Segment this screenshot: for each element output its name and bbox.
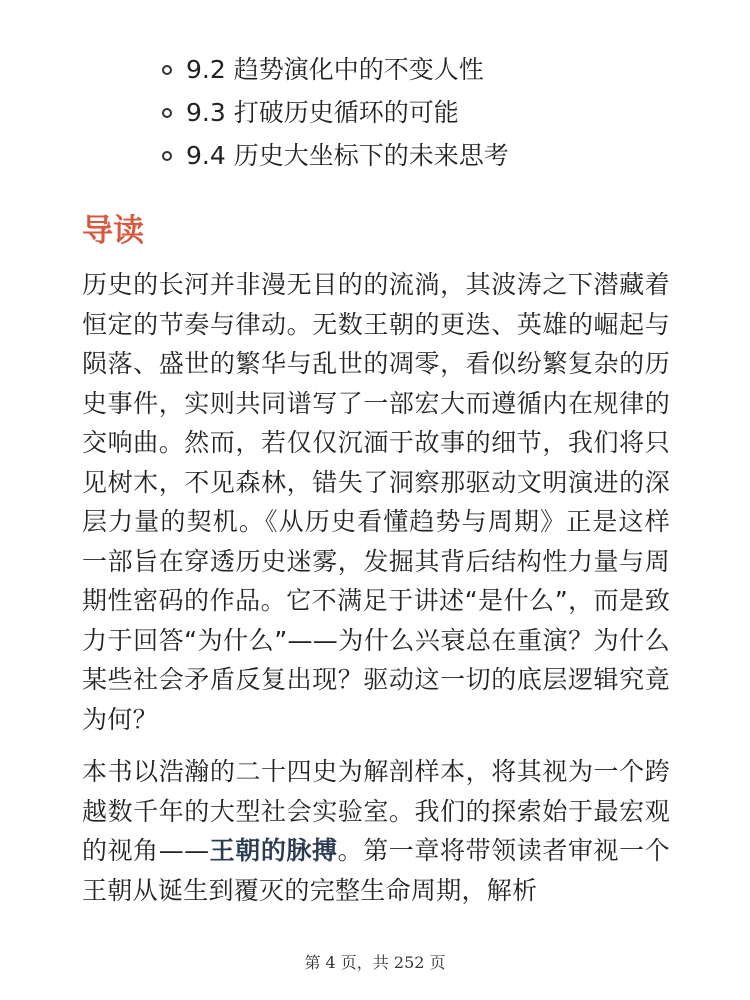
bold-term: 王朝的脉搏 <box>209 836 338 865</box>
toc-item[interactable] <box>162 91 509 134</box>
paragraph-text: 。第一章将带领读者审视一个王朝从诞生到覆灭的完整生命周期，解析 <box>82 836 670 905</box>
circle-bullet-icon <box>162 108 172 118</box>
paragraph-text: 本书以浩瀚的二十四史为解剖样本，将其视为一个跨越数千年的大型社会实验室。我们的探索始于最宏观的视角—— <box>82 757 670 865</box>
section-heading: 导读 <box>82 213 144 249</box>
section-body <box>82 265 670 910</box>
body-paragraph <box>82 752 670 910</box>
page-number-footer: 第 4 页，共 252 页 <box>304 953 446 972</box>
circle-bullet-icon <box>162 65 172 75</box>
table-of-contents-list <box>162 48 509 177</box>
toc-item[interactable] <box>162 134 509 177</box>
toc-item-label: 9.4 历史大坐标下的未来思考 <box>186 141 509 170</box>
body-paragraph: 历史的长河并非漫无目的的流淌，其波涛之下潜藏着恒定的节奏与律动。无数王朝的更迭、英雄的崛起与陨落、盛世的繁华与乱世的凋零，看似纷繁复杂的历史事件，实则共同谱写了一部宏大而遵循内在规律的交响曲。然而，若仅仅沉湎于故事的细节，我们将只见树木，不见森林，错失了洞察那驱动文明演进的深层力量的契机。《从历史看懂趋势与周期》正是这样一部旨在穿透历史迷雾，发掘其背后结构性力量与周期性密码的作品。它不满足于讲述“是什么”，而是致力于回答“为什么”——为什么兴衰总在重演？为什么某些社会矛盾反复出现？驱动这一切的底层逻辑究竟为何？ <box>82 270 670 734</box>
toc-item-label: 9.2 趋势演化中的不变人性 <box>186 55 484 84</box>
toc-item-label: 9.3 打破历史循环的可能 <box>186 98 459 127</box>
toc-item[interactable] <box>162 48 509 91</box>
circle-bullet-icon <box>162 151 172 161</box>
